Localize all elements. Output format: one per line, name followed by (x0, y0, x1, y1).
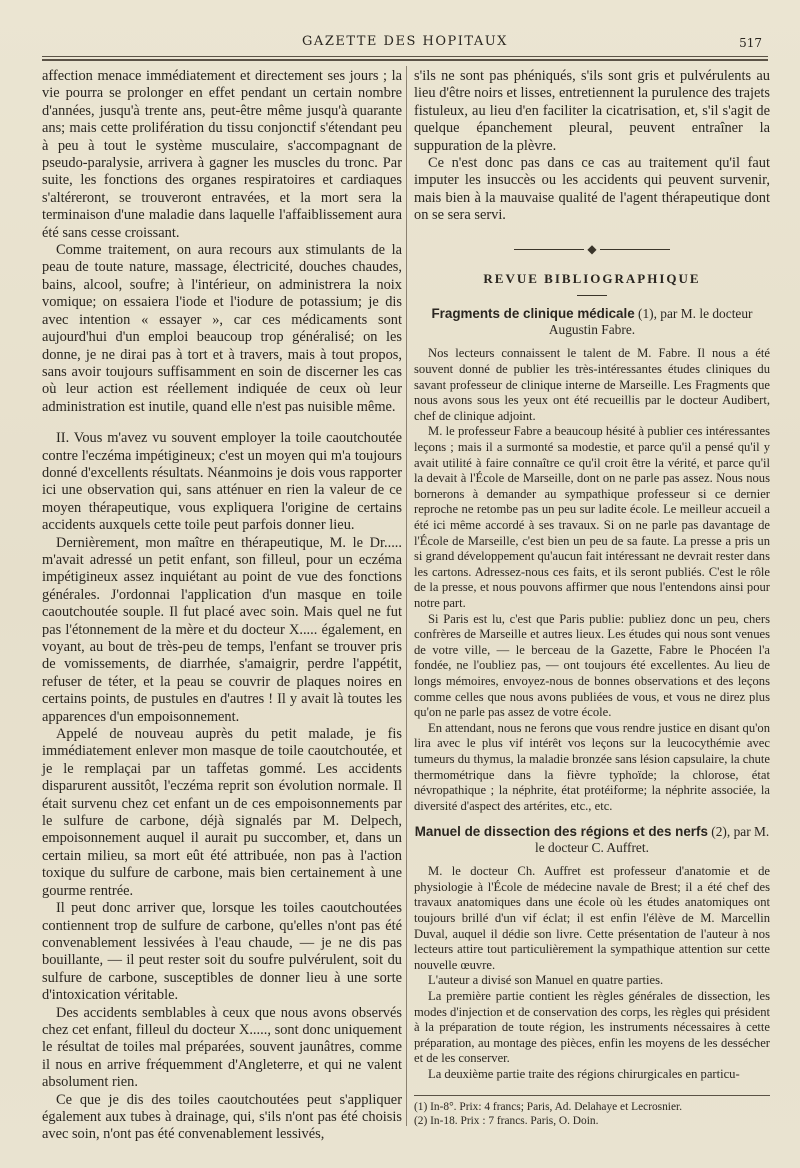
paragraph: Dernièrement, mon maître en thérapeutique, M. le Dr..... m'avait adressé un petit enfant, son filleul, pour un eczéma impétigineux assez inquiétant au point de vue des fonctions générales. J'ordonnai l'application d'un masque en toile caoutchoutée souple. Il fut placé avec soin. Mais quel ne fut pas l'étonnement de la mère et du docteur X..... également, en voyant, au bout de très-peu de temps, l'enfant se trouver pris de vomissements, de diarrhée, s'amaigrir, perdre l'appétit, refuser de téter, et la peau se couvrir de plaques noires en certains points, de pustules en d'autres ! Il y avait là toutes les apparences d'un empoisonnement. (42, 534, 402, 725)
article-title-main: Manuel de dissection des régions et des nerfs (414, 824, 708, 840)
article-title (414, 306, 770, 338)
paragraph: Comme traitement, on aura recours aux stimulants de la peau de toute nature, massage, électricité, douches chaudes, bains, alcool, soufre; à l'intérieur, on administrera la noix vomique; on essaiera l'iode et l'iodure de potassium; je dis avec intention « essayer », car ces médicaments sont aujourd'hui d'un emploi beaucoup trop généralisé; on les donne, je ne dirai pas à tort et à travers, mais à tout propos, sans avoir toujours suffisamment en soin de discerner les cas où leur action est réellement indiquée de ceux où leur administration est inutile, quand elle n'est pas nuisible même. (42, 242, 402, 415)
article-title-byline: (1), par M. le docteur Augustin Fabre. (548, 306, 753, 338)
paragraph: Si Paris est lu, c'est que Paris publie: publiez donc un peu, chers confrères de Marseille et autres lieux. Les études qui nous sont venues de votre ville, — le berceau de la Gazette, Fabre le Phocéen l'a fondée, ne l'oubliez pas, — ont toujours été excellentes. Au lieu de longs mémoires, envoyez-nous de bonnes observations et des leçons comme celles que nous avons publiées de vous, et vous ne direz plus qu'on ne parle pas assez de votre école. (414, 611, 770, 720)
paragraph: Appelé de nouveau auprès du petit malade, je fis immédiatement enlever mon masque de toile caoutchoutée, et je le remplaçai par un taffetas gommé. Les accidents disparurent aussitôt, l'eczéma reprit son évolution normale. Il était survenu chez cet enfant un de ces empoisonnements par le sulfure de carbone, déjà signalés par M. Delpech, empoisonnement auquel il aurait pu succomber, et, dans un certain milieu, sa mort eût été attribuée, non pas à l'action toxique du sulfure de carbone, mais bien certainement à une gourme rentrée. (42, 726, 402, 899)
paragraph: Ce que je dis des toiles caoutchoutées peut s'appliquer également aux tubes à drainage, qui, s'ils n'ont pas été choisis avec soin, n'ont pas été convenablement lessivés, (42, 1091, 402, 1143)
article-title-main: Fragments de clinique médicale (431, 306, 635, 322)
paragraph: En attendant, nous ne ferons que vous rendre justice en disant qu'on lira avec le plus vif intérêt vos leçons sur la leucocythémie avec tumeurs du thymus, la maladie bronzée sans lésion capsulaire, la chute thermométrique dans la fièvre typhoïde; la chlorose, état névropathique ; la néphrite, état protéiforme; la néphrite associée, la diversité d'aspect des artérites, etc., etc. (414, 720, 771, 813)
paragraph: Il peut donc arriver que, lorsque les toiles caoutchoutées contiennent trop de sulfure de carbone, qu'elles n'ont pas été convenablement lessivées à l'eau chaude, — je ne dis pas bouillante, — il peut rester soit du soufre pulvérulent, soit du sulfure de carbone, susceptibles de donner lieu à une sorte d'intoxication véritable. (42, 900, 402, 1004)
footnote: (1) In-8°. Prix: 4 francs; Paris, Ad. Delahaye et Lecrosnier. (414, 1100, 683, 1113)
section-title: REVUE BIBLIOGRAPHIQUE (483, 271, 701, 287)
paragraph: L'auteur a divisé son Manuel en quatre parties. (428, 973, 664, 988)
column-divider (406, 66, 407, 1126)
paragraph: affection menace immédiatement et directement ses jours ; la vie pourra se prolonger en effet pendant un certain nombre d'années, jusqu'à trente ans, peut-être même jusqu'à quarante ans; mais cette prolifération du tissu conjonctif s'étendant peu à peu à tout le système musculaire, s'accompagnant de pseudo-paralysie, arrivera à gagner les muscles du tronc. Par suite, les fonctions des organes respiratoires et cardiaques s'altéreront, se trouveront entravées, et la mort sera la terminaison d'une maladie dans laquelle l'affaiblissement aura été sans cesse croissant. (42, 68, 402, 241)
page-number: 517 (739, 36, 762, 50)
paragraph: La deuxième partie traite des régions chirurgicales en particu- (428, 1067, 740, 1081)
footnotes (414, 1095, 770, 1128)
header-rule (42, 56, 768, 57)
paragraph: M. le professeur Fabre a beaucoup hésité à publier ces intéressantes leçons ; mais il a surmonté sa modestie, et parce qu'il a pensé qu'il y avait utilité à faire connaître ce qu'il croit être la vérité, et parce qu'il la devait à l'École de Marseille, dont on ne parle pas assez. Nous nous bornerons à demander au sympathique professeur si ce dernier reproche ne retombe pas un peu sur ladite école. Le meilleur accueil a été ici même accordé à ses travaux. Si on ne parle pas davantage de l'École de Marseille, c'est bien un peu de sa faute. La presse a pris un si grand développement qu'aucun fait intéressant ne devrait rester dans les cartons. Adressez-nous ces faits, et ils seront publiés. C'est le rôle de la presse, et nous pouvons affirmer que nous l'entendons ainsi pour notre part. (414, 424, 770, 610)
page-header (40, 34, 770, 56)
article-title (414, 824, 770, 856)
right-column (414, 68, 770, 1128)
header-rule-thick (42, 59, 768, 61)
paragraph: s'ils ne sont pas phéniqués, s'ils sont gris et pulvérulents au lieu d'être noirs et lisses, entretiennent la purulence des trajets fistuleux, au lieu d'en faciliter la cicatrisation, et, s'il s'agit de quelque épanchement pleural, peuvent entraîner la suppuration de la plèvre. (414, 68, 770, 154)
section-ornament: ◆ (414, 241, 770, 258)
paragraph: Ce n'est donc pas dans ce cas au traitement qu'il faut imputer les insuccès ou les accidents qui peuvent survenir, mais bien à la mauvaise qualité de l'agent thérapeutique dont on se sera servi. (414, 155, 770, 224)
paragraph: M. le docteur Ch. Auffret est professeur d'anatomie et de physiologie à l'École de médecine navale de Brest; il a été chef des travaux anatomiques dans une école où les études anatomiques ont toujours brillé d'un vif éclat; il est enfin l'élève de M. Marcellin Duval, auquel il dédie son livre. Cette présentation de l'auteur à nos lecteurs attire tout particulièrement la sympathique attention sur cette nouvelle œuvre. (414, 864, 770, 972)
journal-title: GAZETTE DES HOPITAUX (302, 34, 508, 49)
article-title-byline: (2), par M. le docteur C. Auffret. (535, 824, 770, 856)
left-column (42, 68, 402, 1144)
section-rule (577, 295, 607, 296)
footnote: (2) In-18. Prix : 7 francs. Paris, O. Doin. (414, 1114, 599, 1127)
paragraph: Des accidents semblables à ceux que nous avons observés chez cet enfant, filleul du docteur X....., sont donc uniquement le résultat de toiles mal préparées, souvent jaunâtres, comme il nous en arrive fréquemment d'Angleterre, et qui ne valent absolument rien. (42, 1004, 402, 1091)
paragraph: II. Vous m'avez vu souvent employer la toile caoutchoutée contre l'eczéma impétigineux; c'est un moyen qui m'a toujours donné d'excellents résultats. Néanmoins je dois vous rapporter ici une observation qui, sans atténuer en rien la valeur de ce moyen thérapeutique, vous expliquera l'origine de certains accidents auxquels cette toile peut parfois donner lieu. (42, 430, 402, 534)
paragraph: La première partie contient les règles générales de dissection, les modes d'injection et de conservation des corps, les règles qui président à la préparation de toute région, les instruments nécessaires à cette préparation, au montage des pièces, enfin les moyens de les dessécher et de les conserver. (414, 989, 770, 1066)
paragraph: Nos lecteurs connaissent le talent de M. Fabre. Il nous a été souvent donné de publier les très-intéressantes études cliniques du savant professeur de clinique interne de Marseille. Les Fragments que nous avons sous les yeux ont été recueillis par le docteur Audibert, chef de clinique adjoint. (414, 346, 770, 423)
